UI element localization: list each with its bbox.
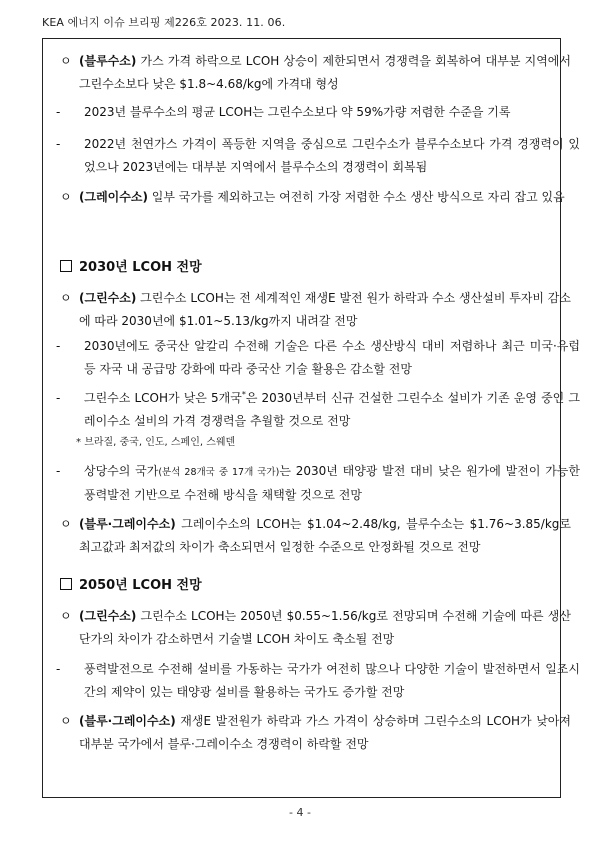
paragraph-text: 그린수소 LCOH는 2050년 $0.55~1.56/kg로 전망되며 수전해 기술에 따른 생산 단가의 차이가 감소하면서 기술별 LCOH 차이도 축소될 전망 [79,609,571,646]
checkbox-square-icon [60,260,72,272]
footnote-marker: * [241,390,246,399]
dash-bullet: - [56,662,61,676]
circle-bullet: ㅇ [60,609,72,623]
green-2050-paragraph [60,605,571,651]
paragraph-text: 그레이수소의 LCOH는 $1.04~2.48/kg, 블루수소는 $1.76~3.85/kg로 최고값과 최저값의 차이가 축소되면서 일정한 수준으로 안정화될 것으로 전망 [79,517,571,554]
item-text: 2022년 천연가스 가격이 폭등한 지역을 중심으로 그린수소가 블루수소보다 가격 경쟁력이 있었으나 2023년에는 대부분 지역에서 블루수소의 경쟁력이 회복됨 [84,137,580,174]
green-2030-paragraph [60,287,571,333]
item-text-post: 은 2030년부터 신규 건설한 그린수소 설비가 기존 운영 중인 그레이수소 설비의 가격 경쟁력을 추월할 것으로 전망 [84,391,580,428]
item-text-note: (분석 28개국 중 17개 국가) [158,467,280,478]
paragraph-text: 그린수소 LCOH는 전 세계적인 재생E 발전 원가 하락과 수소 생산설비 투자비 감소에 따라 2030년에 $1.01~5.13/kg까지 내려갈 전망 [79,291,571,328]
paragraph-text: 일부 국가를 제외하고는 여전히 가장 저렴한 수소 생산 방식으로 자리 잡고 있음 [147,190,565,204]
dash-bullet: - [56,339,61,353]
paragraph-text: 재생E 발전원가 하락과 가스 가격이 상승하며 그린수소의 LCOH가 낮아져 대부분 국가에서 블루·그레이수소 경쟁력이 하락할 전망 [79,714,571,751]
page-number: - 4 - [289,806,311,819]
footnote-text: 브라질, 중국, 인도, 스페인, 스웨덴 [84,437,236,448]
paragraph-lead: (블루·그레이수소) [79,714,176,728]
five-countries-item [56,387,580,433]
footnote-asterisk: * [76,437,81,448]
section-title-text: 2030년 LCOH 전망 [79,260,202,275]
blue-grey-2030-paragraph [60,513,571,559]
grey-hydrogen-paragraph [60,186,571,209]
briefing-header: KEA 에너지 이슈 브리핑 제226호 2023. 11. 06. [42,16,286,29]
item-text-pre: 상당수의 국가 [84,464,159,478]
circle-bullet: ㅇ [60,54,72,68]
section-title-text: 2050년 LCOH 전망 [79,578,202,593]
item-text: 2023년 블루수소의 평균 LCOH는 그린수소보다 약 59%가량 저렴한 수준을 기록 [84,105,511,119]
item-text-pre: 그린수소 LCOH가 낮은 5개국 [84,391,242,405]
circle-bullet: ㅇ [60,190,72,204]
section-title-2030 [60,258,202,278]
blue-grey-2050-paragraph [60,710,571,756]
dash-bullet: - [56,105,61,119]
item-text: 풍력발전으로 수전해 설비를 가동하는 국가가 여전히 많으나 다양한 기술이 발전하면서 일조시간의 제약이 있는 태양광 설비를 활용하는 국가도 증가할 전망 [84,662,580,699]
paragraph-lead: (블루·그레이수소) [79,517,176,531]
blue-hydrogen-paragraph [60,50,571,96]
paragraph-lead: (그린수소) [79,291,137,305]
china-alkaline-item [56,335,580,381]
blue-lcoh-2023-item [56,101,580,124]
wind-power-item [56,460,580,507]
country-footnote [76,435,235,451]
item-text-post: 는 2030년 태양광 발전 대비 낮은 원가에 발전이 가능한 풍력발전 기반으로 수전해 방식을 채택할 것으로 전망 [84,464,580,502]
dash-bullet: - [56,137,61,151]
paragraph-lead: (그레이수소) [79,190,148,204]
circle-bullet: ㅇ [60,714,72,728]
checkbox-square-icon [60,578,72,590]
circle-bullet: ㅇ [60,517,72,531]
paragraph-text: 가스 가격 하락으로 LCOH 상승이 제한되면서 경쟁력을 회복하여 대부분 지역에서 그린수소보다 낮은 $1.8~4.68/kg에 가격대 형성 [79,54,571,91]
circle-bullet: ㅇ [60,291,72,305]
gas-price-2022-item [56,133,580,179]
section-title-2050 [60,576,202,596]
dash-bullet: - [56,464,61,478]
dash-bullet: - [56,391,61,405]
paragraph-lead: (블루수소) [79,54,137,68]
paragraph-lead: (그린수소) [79,609,137,623]
item-text: 2030년에도 중국산 알칼리 수전해 기술은 다른 수소 생산방식 대비 저렴하나 최근 미국·유럽 등 자국 내 공급망 강화에 따라 중국산 기술 활용은 감소할 전망 [84,339,580,376]
wind-solar-2050-item [56,658,580,704]
